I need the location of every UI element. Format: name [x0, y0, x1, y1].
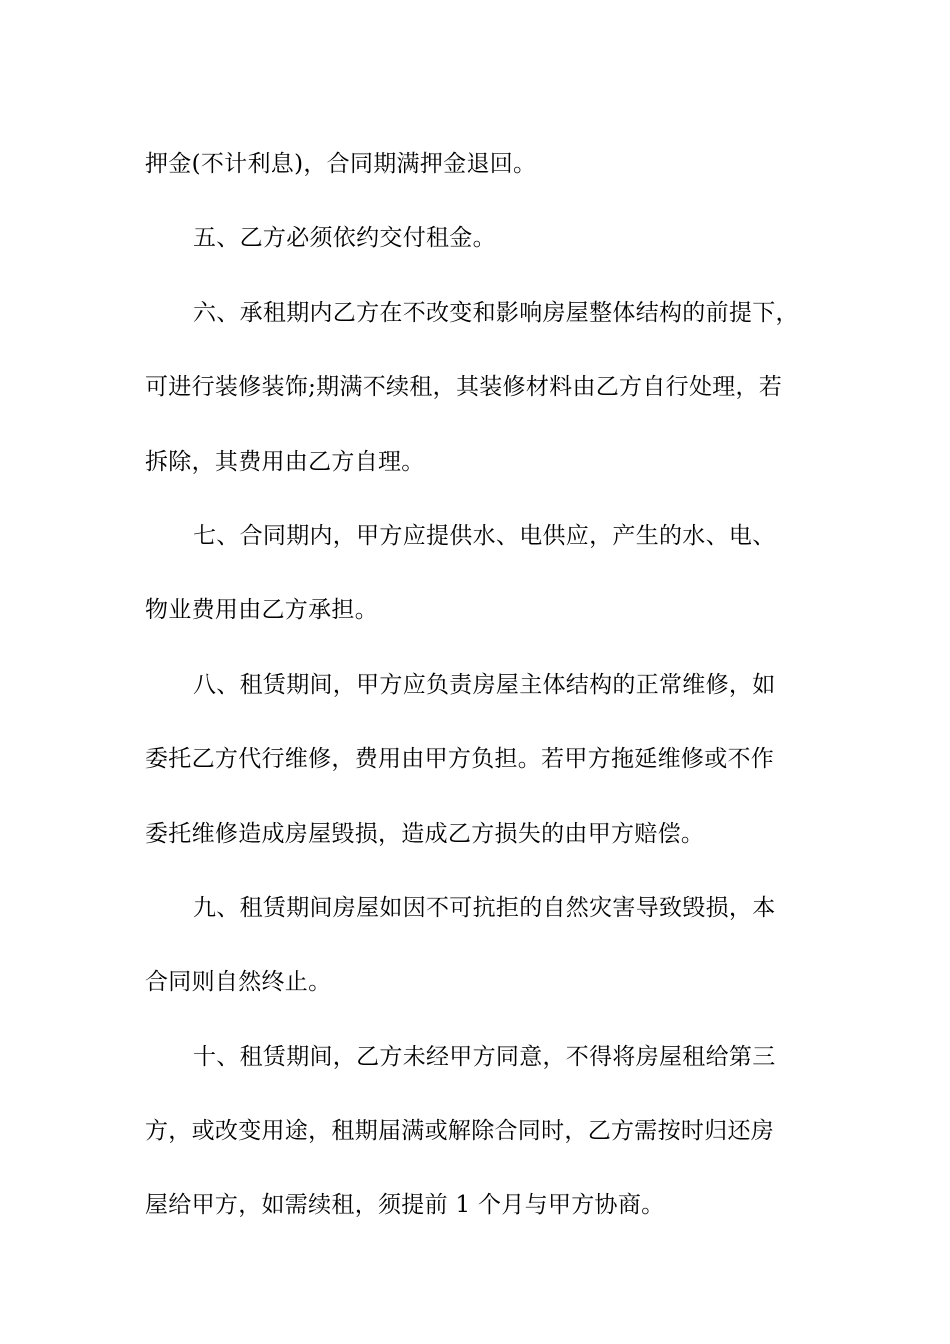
text-line-5: 拆除，其费用由乙方自理。 [145, 448, 425, 475]
clause-7: 七、合同期内，甲方应提供水、电供应，产生的水、电、 [193, 522, 776, 549]
text-line-10: 委托维修造成房屋毁损，造成乙方损失的由甲方赔偿。 [145, 820, 705, 847]
clause-5: 五、乙方必须依约交付租金。 [193, 225, 496, 252]
clause-8: 八、租赁期间，甲方应负责房屋主体结构的正常维修，如 [193, 671, 776, 698]
clause-10: 十、租赁期间，乙方未经甲方同意，不得将房屋租给第三 [193, 1043, 776, 1070]
text-line-14: 方，或改变用途，租期届满或解除合同时，乙方需按时归还房 [145, 1118, 775, 1145]
text-line-7: 物业费用由乙方承担。 [145, 597, 378, 624]
clause-6: 六、承租期内乙方在不改变和影响房屋整体结构的前提下， [193, 299, 799, 326]
text-line-15: 屋给甲方，如需续租，须提前 1 个月与甲方协商。 [145, 1192, 665, 1219]
text-line-1: 押金(不计利息)，合同期满押金退回。 [145, 151, 537, 177]
document-body [145, 127, 815, 1243]
text-line-12: 合同则自然终止。 [145, 969, 332, 996]
text-line-4: 可进行装修装饰;期满不续租，其装修材料由乙方自行处理，若 [145, 374, 783, 401]
text-line-9: 委托乙方代行维修，费用由甲方负担。若甲方拖延维修或不作 [145, 746, 775, 773]
clause-9: 九、租赁期间房屋如因不可抗拒的自然灾害导致毁损，本 [193, 894, 776, 921]
